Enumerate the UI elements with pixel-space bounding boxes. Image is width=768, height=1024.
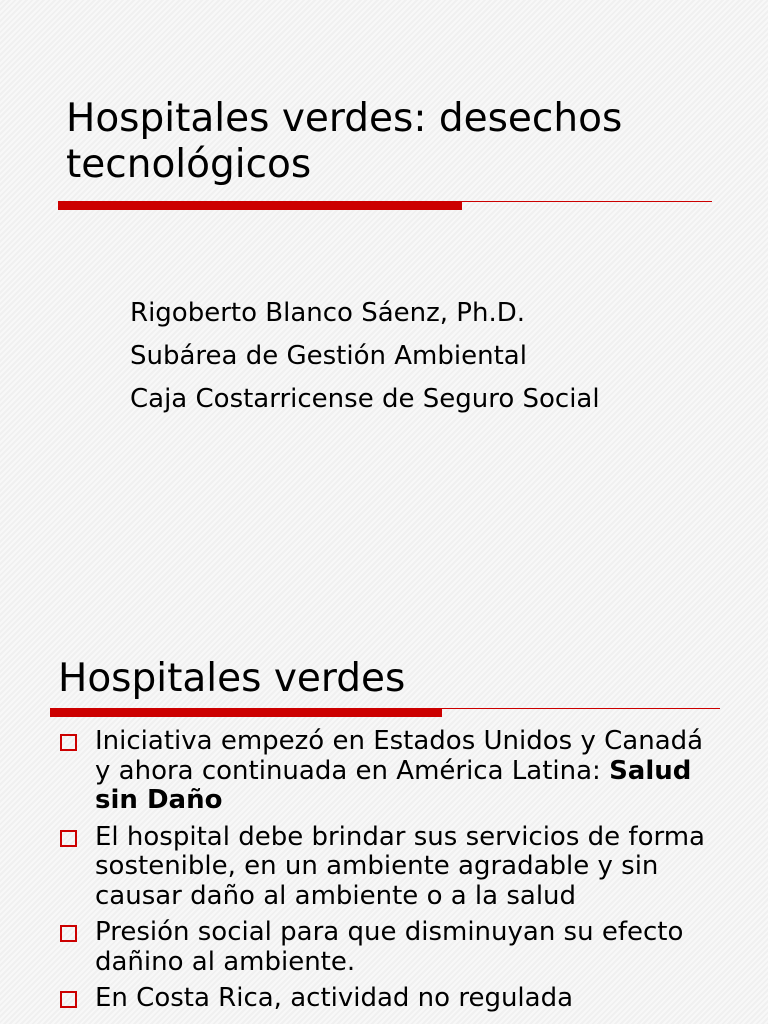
bullet-text: En Costa Rica, actividad no regulada bbox=[95, 983, 574, 1013]
bullet-text: Iniciativa empezó en Estados Unidos y Canadá y ahora continuada en América Latina: bbox=[95, 726, 704, 786]
hollow-square-icon bbox=[60, 830, 77, 847]
bullet-text: El hospital debe brindar sus servicios de forma sostenible, en un ambiente agradable y sin causar daño al ambiente o a la salud bbox=[95, 821, 705, 911]
bullet-item bbox=[58, 823, 718, 912]
bullet-item bbox=[58, 727, 718, 816]
bullet-list bbox=[58, 727, 718, 1021]
author-name: Rigoberto Blanco Sáenz, Ph.D. bbox=[130, 298, 525, 328]
slide-title: Hospitales verdes bbox=[58, 656, 406, 701]
title-underline-thin bbox=[442, 708, 720, 709]
hollow-square-icon bbox=[60, 991, 77, 1008]
bullet-item bbox=[58, 984, 718, 1014]
title-underline-thin bbox=[462, 201, 712, 202]
bullet-item bbox=[58, 918, 718, 977]
bullet-text: Presión social para que disminuyan su efecto dañino al ambiente. bbox=[95, 917, 684, 977]
hollow-square-icon bbox=[60, 925, 77, 942]
title-underline-thick bbox=[50, 708, 442, 717]
bullet-bold-text: Salud sin Daño bbox=[95, 755, 692, 815]
author-department: Subárea de Gestión Ambiental bbox=[130, 341, 527, 371]
title-underline-thick bbox=[58, 201, 462, 210]
author-institution: Caja Costarricense de Seguro Social bbox=[130, 384, 600, 414]
content-slide bbox=[0, 620, 768, 1024]
hollow-square-icon bbox=[60, 734, 77, 751]
author-info bbox=[130, 292, 600, 421]
slide-title: Hospitales verdes: desechos tecnológicos bbox=[66, 96, 623, 187]
